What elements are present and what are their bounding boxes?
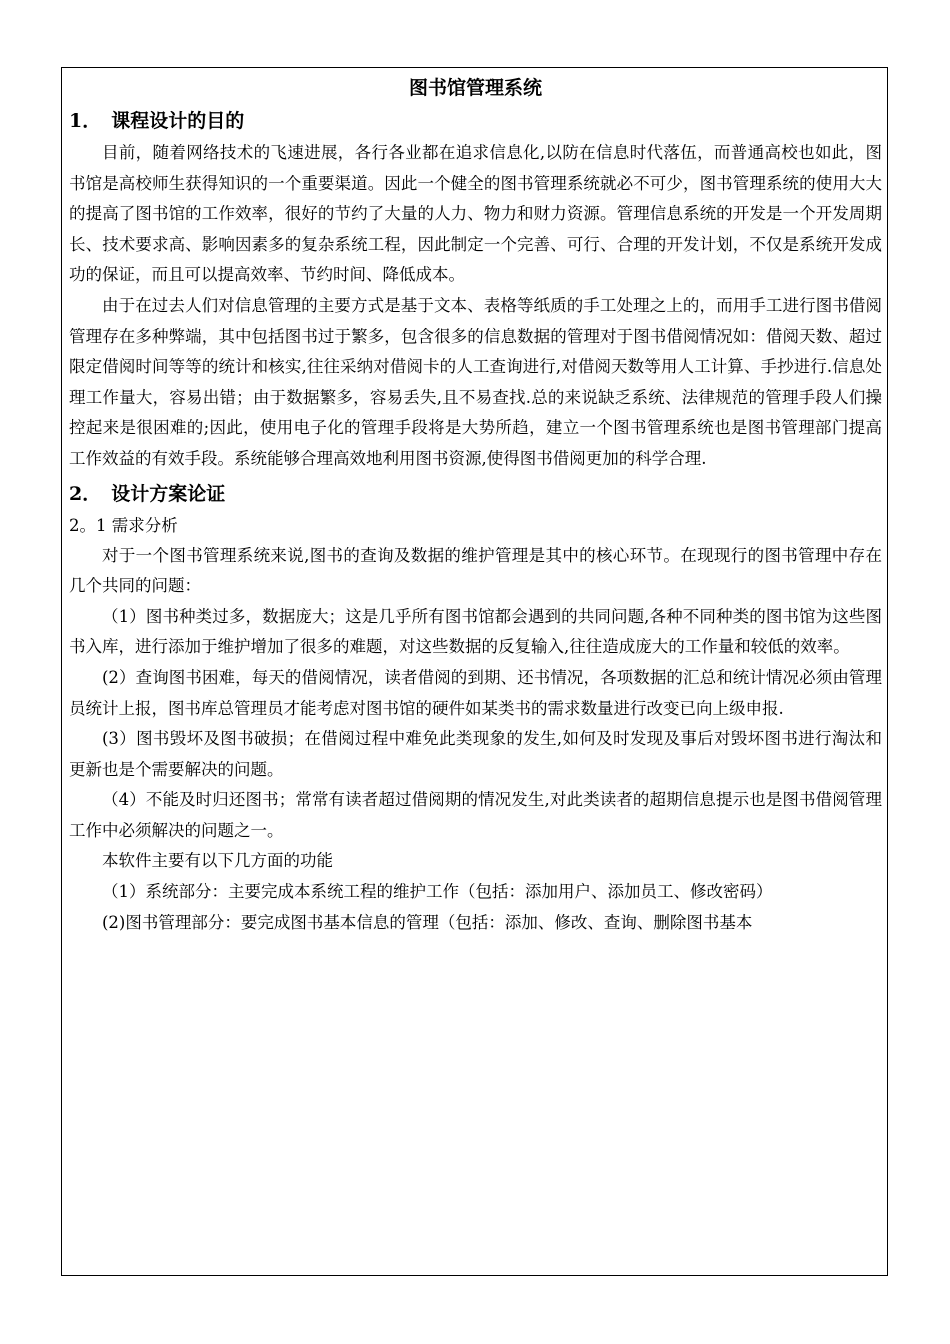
paragraph: (2)图书管理部分：要完成图书基本信息的管理（包括：添加、修改、查询、删除图书基本 [102, 912, 753, 932]
paragraph: 目前，随着网络技术的飞速进展，各行各业都在追求信息化,以防在信息时代落伍，而普通高校也如此，图书馆是高校师生获得知识的一个重要渠道。因此一个健全的图书管理系统就必不可少，图书管理系统的使用大大的提高了图书馆的工作效率，很好的节约了大量的人力、物力和财力资源。管理信息系统的开发是一个开发周期长、技术要求高、影响因素多的复杂系统工程，因此制定一个完善、可行、合理的开发计划，不仅是系统开发成功的保证，而且可以提高效率、节约时间、降低成本。 [69, 143, 882, 285]
section-1-number: 1． [69, 110, 102, 132]
paragraph: 对于一个图书管理系统来说,图书的查询及数据的维护管理是其中的核心环节。在现现行的图书管理中存在几个共同的问题： [69, 545, 882, 596]
section-1-title: 课程设计的目的 [111, 110, 245, 132]
paragraph: (3）图书毁坏及图书破损；在借阅过程中难免此类现象的发生,如何及时发现及事后对毁坏图书进行淘汰和更新也是个需要解决的问题。 [69, 729, 882, 779]
paragraph: （1）图书种类过多，数据庞大；这是几乎所有图书馆都会遇到的共同问题,各种不同种类的图书馆为这些图书入库，进行添加于维护增加了很多的难题，对这些数据的反复输入,往往造成庞大的工作量和较低的效率。 [69, 606, 882, 657]
document-frame [61, 67, 888, 1276]
section-2-number: 2． [69, 482, 102, 505]
document-title: 图书馆管理系统 [408, 77, 542, 99]
section-1-heading [69, 106, 882, 136]
paragraph: （1）系统部分：主要完成本系统工程的维护工作（包括：添加用户、添加员工、修改密码） [102, 882, 773, 902]
paragraph: （4）不能及时归还图书；常常有读者超过借阅期的情况发生,对此类读者的超期信息提示也是图书借阅管理工作中必须解决的问题之一。 [69, 790, 882, 840]
section-2-heading [69, 479, 882, 509]
paragraph: (2）查询图书困难，每天的借阅情况，读者借阅的到期、还书情况，各项数据的汇总和统计情况必须由管理员统计上报，图书库总管理员才能考虑对图书馆的硬件如某类书的需求数量进行改变已向上级申报. [69, 667, 882, 718]
section-2-title: 设计方案论证 [111, 482, 226, 505]
document-content [69, 74, 882, 938]
paragraph: 本软件主要有以下几方面的功能 [102, 851, 333, 871]
paragraph: 由于在过去人们对信息管理的主要方式是基于文本、表格等纸质的手工处理之上的，而用手工进行图书借阅管理存在多种弊端，其中包括图书过于繁多，包含很多的信息数据的管理对于图书借阅情况如：借阅天数、超过限定借阅时间等等的统计和核实,往往采纳对借阅卡的人工查询进行,对借阅天数等用人工计算、手抄进行.信息处理工作量大，容易出错；由于数据繁多，容易丢失,且不易查找.总的来说缺乏系统、法律规范的管理手段人们操控起来是很困难的;因此，使用电子化的管理手段将是大势所趋，建立一个图书管理系统也是图书管理部门提高工作效益的有效手段。系统能够合理高效地利用图书资源,使得图书借阅更加的科学合理. [69, 295, 882, 468]
subsection-heading: 2。1 需求分析 [69, 515, 178, 535]
